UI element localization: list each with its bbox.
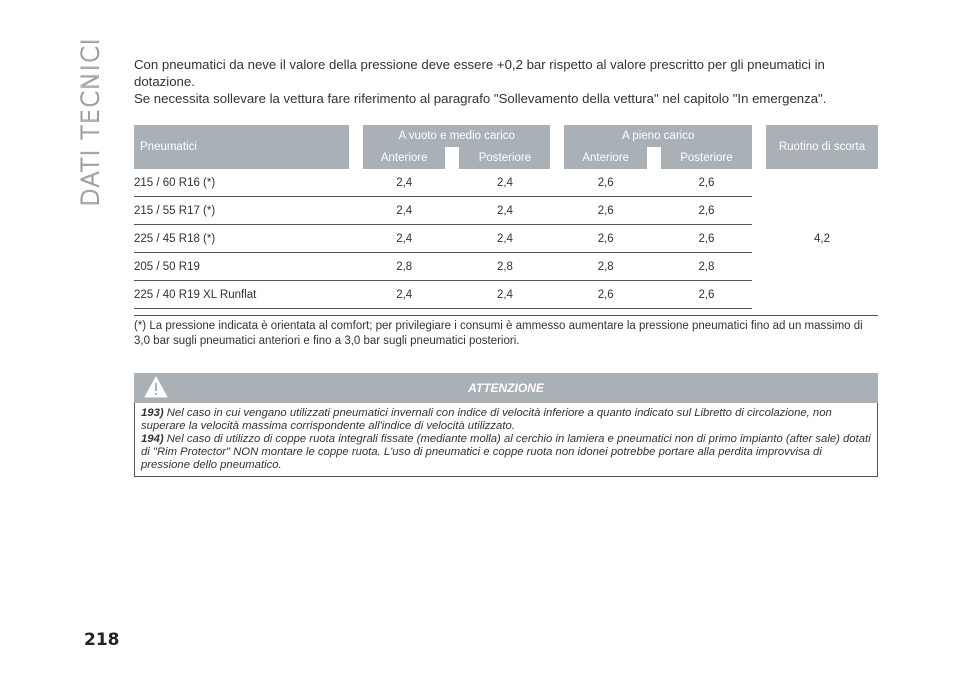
full-rear-value: 2,6 [661,197,752,225]
spare-wheel-value: 4,2 [814,233,830,245]
empty-rear-value: 2,4 [459,225,550,253]
tyre-size: 205 / 50 R19 [134,253,349,281]
header-empty-load: A vuoto e medio carico [363,125,550,147]
full-front-value: 2,6 [564,225,646,253]
header-full-rear: Posteriore [661,147,752,169]
warning-body [134,403,878,477]
full-rear-value: 2,6 [661,225,752,253]
warning-item-text: Nel caso di utilizzo di coppe ruota integrali fissate (mediante molla) al cerchio in lamiera e pneumatici non di primo impianto (after sale) dotati di "Rim Protector" NON montare le coppe ruota. L'uso di pneumatici e coppe ruota non idonei potrebbe portare alla perdita improvvisa di pressione dello pneumatico. [141,433,871,471]
header-empty-rear: Posteriore [459,147,550,169]
warning-title: ATTENZIONE [468,381,544,395]
empty-front-value: 2,4 [363,281,445,309]
warning-box [134,373,878,477]
tyre-size: 225 / 45 R18 (*) [134,225,349,253]
empty-front-value: 2,4 [363,225,445,253]
full-rear-value: 2,6 [661,169,752,197]
warning-header [134,373,878,403]
full-front-value: 2,6 [564,169,646,197]
header-empty-front: Anteriore [363,147,445,169]
full-front-value: 2,6 [564,197,646,225]
full-rear-value: 2,6 [661,281,752,309]
warning-item-number: 194) [141,433,164,445]
intro-paragraph-lifting: Se necessita sollevare la vettura fare riferimento al paragrafo "Sollevamento della vettura" nel capitolo "In emergenza". [134,91,827,106]
header-full-load: A pieno carico [564,125,752,147]
warning-item [141,433,871,472]
full-front-value: 2,6 [564,281,646,309]
table-footnote: (*) La pressione indicata è orientata al comfort; per privilegiare i consumi è ammesso aumentare la pressione pneumatici fino ad un massimo di 3,0 bar sugli pneumatici anteriori e fino a 3,0 bar sugli pneumatici posteriori. [134,315,878,349]
empty-front-value: 2,8 [363,253,445,281]
table-row [134,169,878,197]
page-content [134,56,878,477]
tyre-size: 225 / 40 R19 XL Runflat [134,281,349,309]
tyre-size: 215 / 60 R16 (*) [134,169,349,197]
section-title [76,26,106,207]
intro-text [134,56,878,107]
header-tyres: Pneumatici [134,125,349,169]
empty-rear-value: 2,4 [459,281,550,309]
intro-paragraph-snow: Con pneumatici da neve il valore della pressione deve essere +0,2 bar rispetto al valore prescritto per gli pneumatici in dotazione. [134,57,825,89]
section-title-text: DATI TECNICI [77,37,105,207]
header-spare-wheel: Ruotino di scorta [766,125,878,169]
empty-front-value: 2,4 [363,169,445,197]
warning-item [141,407,871,433]
empty-front-value: 2,4 [363,197,445,225]
full-rear-value: 2,8 [661,253,752,281]
empty-rear-value: 2,4 [459,197,550,225]
tyre-pressure-table [134,125,878,309]
header-full-front: Anteriore [564,147,646,169]
warning-item-text: Nel caso in cui vengano utilizzati pneumatici invernali con indice di velocità inferiore a quanto indicato sul Libretto di circolazione, non superare la velocità massima corrispondente all'indice di velocità utilizzato. [141,407,832,432]
empty-rear-value: 2,4 [459,169,550,197]
empty-rear-value: 2,8 [459,253,550,281]
tyre-size: 215 / 55 R17 (*) [134,197,349,225]
warning-item-number: 193) [141,407,164,419]
page-number: 218 [84,630,120,650]
full-front-value: 2,8 [564,253,646,281]
warning-triangle-icon [144,376,168,403]
